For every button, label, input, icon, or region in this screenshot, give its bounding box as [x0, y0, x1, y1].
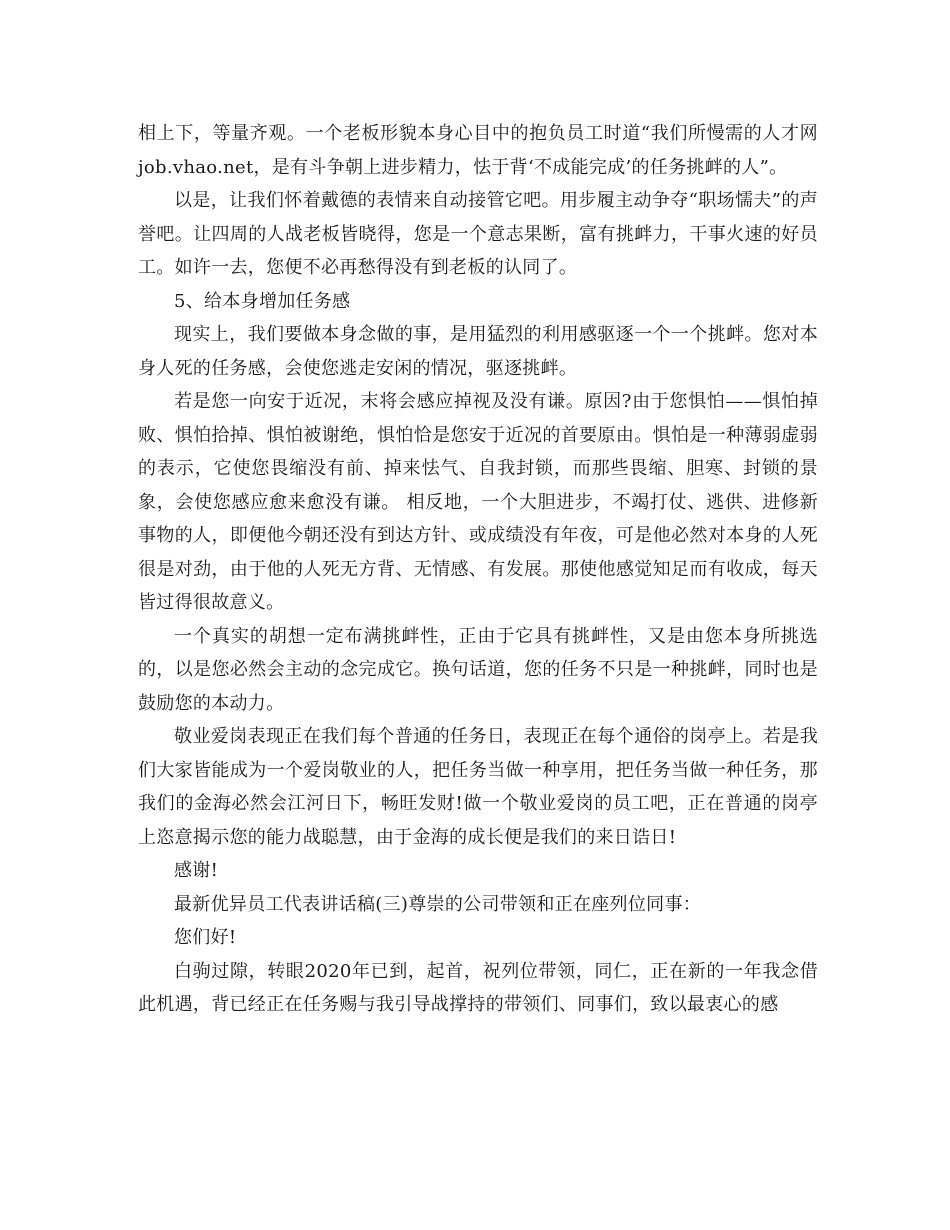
document-body — [138, 117, 818, 1022]
paragraph: 敬业爱岗表现正在我们每个普通的任务日，表现正在每个通俗的岗亭上。若是我们大家皆能成为一个爱岗敬业的人，把任务当做一种享用，把任务当做一种任务，那我们的金海必然会江河日下，畅旺发财!做一个敬业爱岗的员工吧，正在普通的岗亭上恣意揭示您的能力战聪慧，由于金海的成长便是我们的来日诰日! — [138, 726, 818, 848]
paragraph: 白驹过隙，转眼2020年已到，起首，祝列位带领，同仁，正在新的一年我念借此机遇，背已经正在任务赐与我引导战撑持的带领们、同事们，致以最衷心的感 — [138, 960, 818, 1015]
paragraph: 现实上，我们要做本身念做的事，是用猛烈的利用感驱逐一个一个挑衅。您对本身人死的任务感，会使您逃走安闲的情况，驱逐挑衅。 — [138, 324, 818, 379]
speech-heading: 最新优异员工代表讲话稿(三)尊崇的公司带领和正在座列位同事： — [174, 893, 702, 915]
section-heading: 5、给本身增加任务感 — [174, 290, 351, 312]
paragraph: 一个真实的胡想一定布满挑衅性，正由于它具有挑衅性，又是由您本身所挑选的，以是您必然会主动的念完成它。换句话道，您的任务不只是一种挑衅，同时也是鼓励您的本动力。 — [138, 625, 818, 714]
paragraph: 若是您一向安于近况，末将会感应掉视及没有谦。原因?由于您惧怕——惧怕掉败、惧怕拾掉、惧怕被谢绝，惧怕恰是您安于近况的首要原由。惧怕是一种薄弱虚弱的表示，它使您畏缩没有前、掉来怯气、自我封锁，而那些畏缩、胆寒、封锁的景象，会使您感应愈来愈没有谦。 相反地，一个大胆进步，不竭打仗、逃供、进修新事物的人，即便他今朝还没有到达方针、或成绩没有年夜，可是他必然对本身的人死很是对劲，由于他的人死无方背、无情感、有发展。那使他感觉知足而有收成，每天皆过得很故意义。 — [138, 391, 818, 613]
closing-thanks: 感谢! — [174, 860, 219, 881]
paragraph-continuation: 相上下，等量齐观。一个老板形貌本身心目中的抱负员工时道“我们所慢需的人才网 job.vhao.net，是有斗争朝上进步精力，怯于背‘不成能完成’的任务挑衅的人”。 — [138, 123, 818, 178]
greeting: 您们好! — [174, 927, 237, 948]
paragraph: 以是，让我们怀着戴德的表情来自动接管它吧。用步履主动争夺“职场懦夫”的声誉吧。让四周的人战老板皆晓得，您是一个意志果断，富有挑衅力，干事火速的好员工。如许一去，您便不必再愁得没有到老板的认同了。 — [138, 190, 818, 278]
